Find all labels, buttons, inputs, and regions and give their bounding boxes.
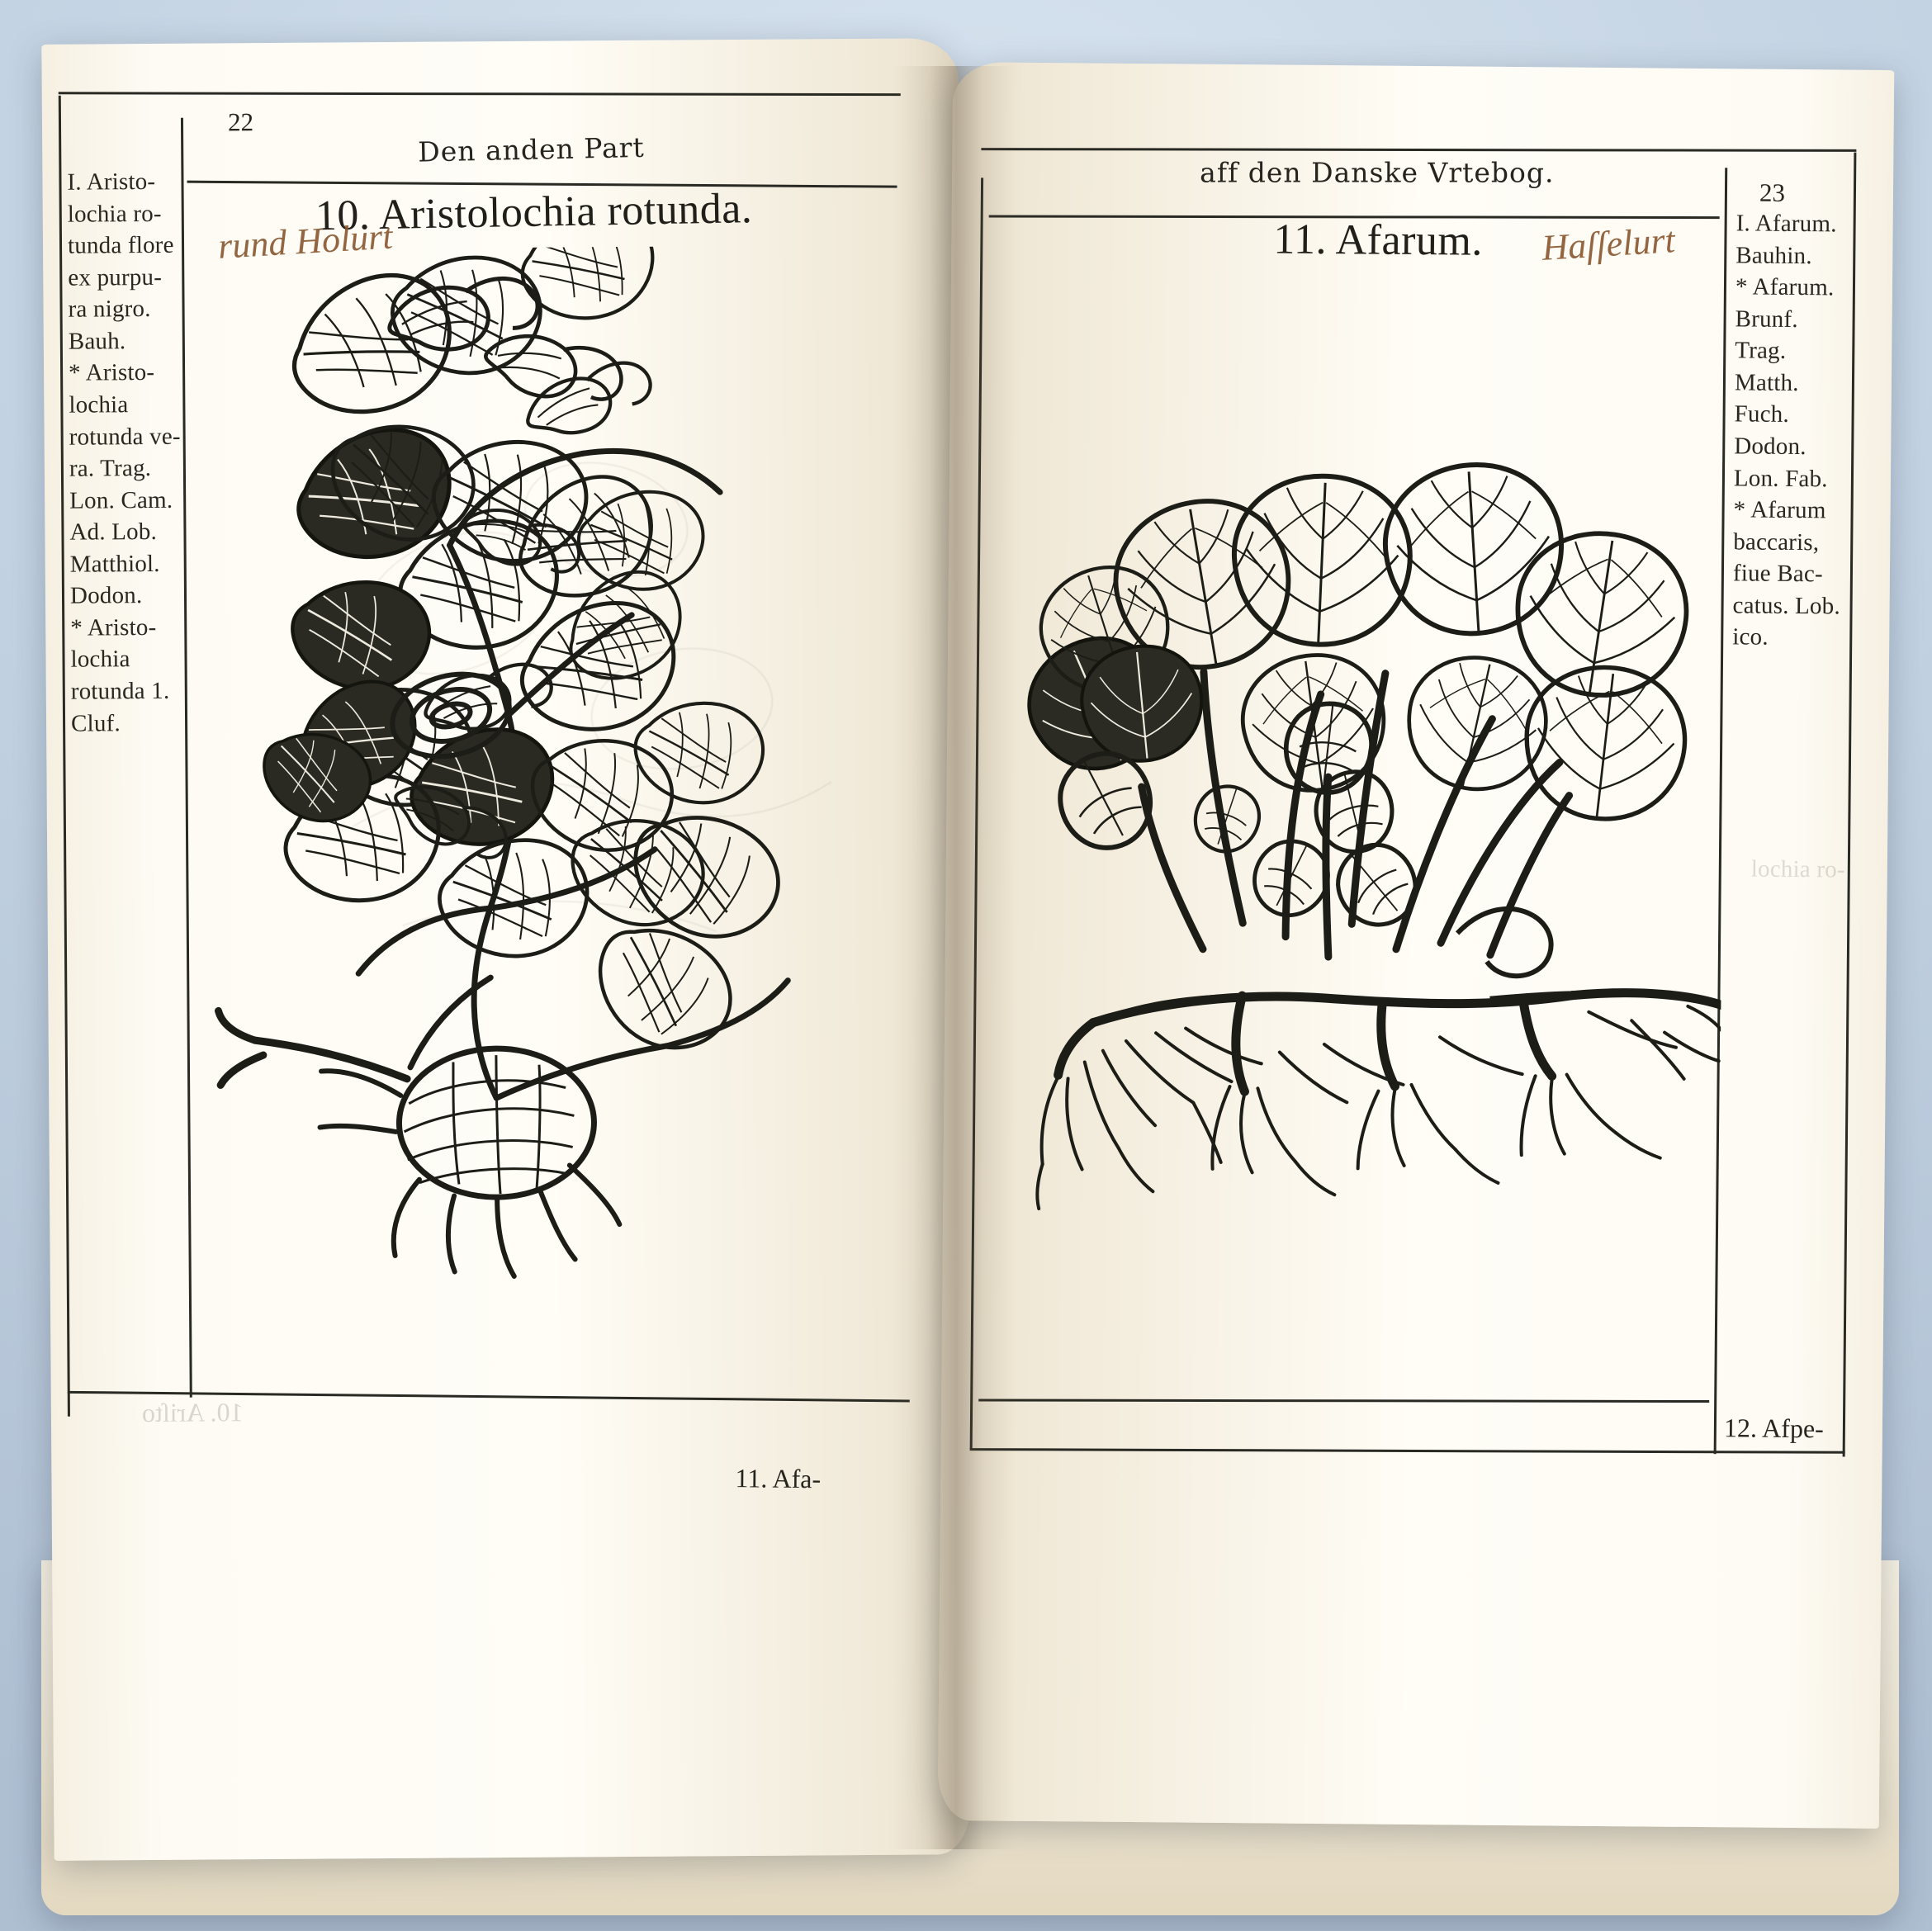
show-through-margin bbox=[1751, 854, 1875, 887]
left-running-head: Den anden Part bbox=[417, 130, 646, 168]
margin-note-line: * Aristo- bbox=[70, 613, 157, 641]
left-page[interactable] bbox=[41, 38, 970, 1861]
page-frame-top-rule bbox=[59, 92, 901, 96]
margin-note-line: I. Aristo- bbox=[67, 168, 156, 196]
margin-note-line: Ad. Lob. bbox=[69, 518, 158, 546]
margin-note-line: Bauhin. bbox=[1735, 241, 1812, 269]
aristolochia-rotunda-woodcut bbox=[200, 245, 893, 1373]
left-catchword: 11. Afa- bbox=[735, 1463, 822, 1494]
margin-note-line: Lon. Cam. bbox=[69, 486, 173, 514]
margin-note-line: ra nigro. Bauh. bbox=[68, 296, 151, 355]
left-folio-number: 22 bbox=[227, 107, 254, 137]
head-rule bbox=[187, 181, 897, 188]
margin-note-line: * Aristo- bbox=[69, 359, 155, 387]
right-running-head: aff den Danske Vrtebog. bbox=[1200, 156, 1555, 189]
margin-note-line: lochia bbox=[69, 391, 129, 419]
margin-note-line: ico. bbox=[1732, 623, 1769, 651]
margin-note-line: rotunda 1. bbox=[70, 677, 170, 705]
margin-note-line: Cluf. bbox=[70, 709, 121, 737]
margin-note-line: rotunda ve- bbox=[69, 423, 181, 451]
margin-note-line: baccaris, bbox=[1733, 528, 1820, 556]
right-folio-number: 23 bbox=[1759, 177, 1786, 207]
page-frame-top-rule bbox=[981, 148, 1856, 152]
right-manuscript-annotation: Haſſelurt bbox=[1541, 220, 1677, 268]
asarum-europaeum-woodcut bbox=[992, 269, 1728, 1374]
margin-note-line: ra. Trag. bbox=[69, 455, 152, 482]
catchword-rule bbox=[978, 1399, 1709, 1403]
open-book bbox=[33, 17, 1899, 1915]
margin-note-line: Fuch. Dodon. bbox=[1734, 400, 1807, 461]
margin-note-line: tunda flore bbox=[67, 231, 174, 259]
margin-note-line: catus. Lob. bbox=[1732, 592, 1841, 620]
right-catchword: 12. Afpe- bbox=[1723, 1413, 1824, 1444]
margin-note-line: Lon. Fab. bbox=[1733, 464, 1828, 492]
margin-note-line: I. Afarum. bbox=[1735, 210, 1837, 238]
margin-note-line: Matthiol. bbox=[69, 550, 160, 578]
right-plate-title: 11. Afarum. bbox=[1273, 215, 1484, 265]
margin-note-line: Dodon. bbox=[69, 582, 143, 609]
show-through-line: lochia ro- bbox=[1750, 855, 1845, 883]
right-page[interactable] bbox=[938, 62, 1895, 1829]
left-manuscript-annotation: rund Holurt bbox=[216, 215, 394, 267]
page-frame-left-rule bbox=[970, 177, 983, 1449]
margin-note-line: lochia ro- bbox=[67, 200, 162, 228]
margin-note-line: fiue Bac- bbox=[1732, 560, 1823, 588]
margin-note-line: ex purpu- bbox=[68, 263, 163, 291]
margin-note-line: Brunf. bbox=[1735, 305, 1798, 333]
show-through-catchword: 10. Ariſto bbox=[141, 1397, 244, 1428]
margin-note-line: * Afarum. bbox=[1735, 273, 1835, 301]
margin-note-line: * Afarum bbox=[1733, 496, 1826, 524]
margin-note-line: Matth. bbox=[1734, 369, 1799, 396]
margin-note-line: Trag. bbox=[1735, 337, 1787, 365]
left-margin-note bbox=[67, 166, 187, 740]
margin-note-line: lochia bbox=[70, 646, 130, 674]
right-margin-note bbox=[1732, 207, 1860, 654]
left-plate-title: 10. Aristolochia rotunda. bbox=[315, 185, 753, 240]
